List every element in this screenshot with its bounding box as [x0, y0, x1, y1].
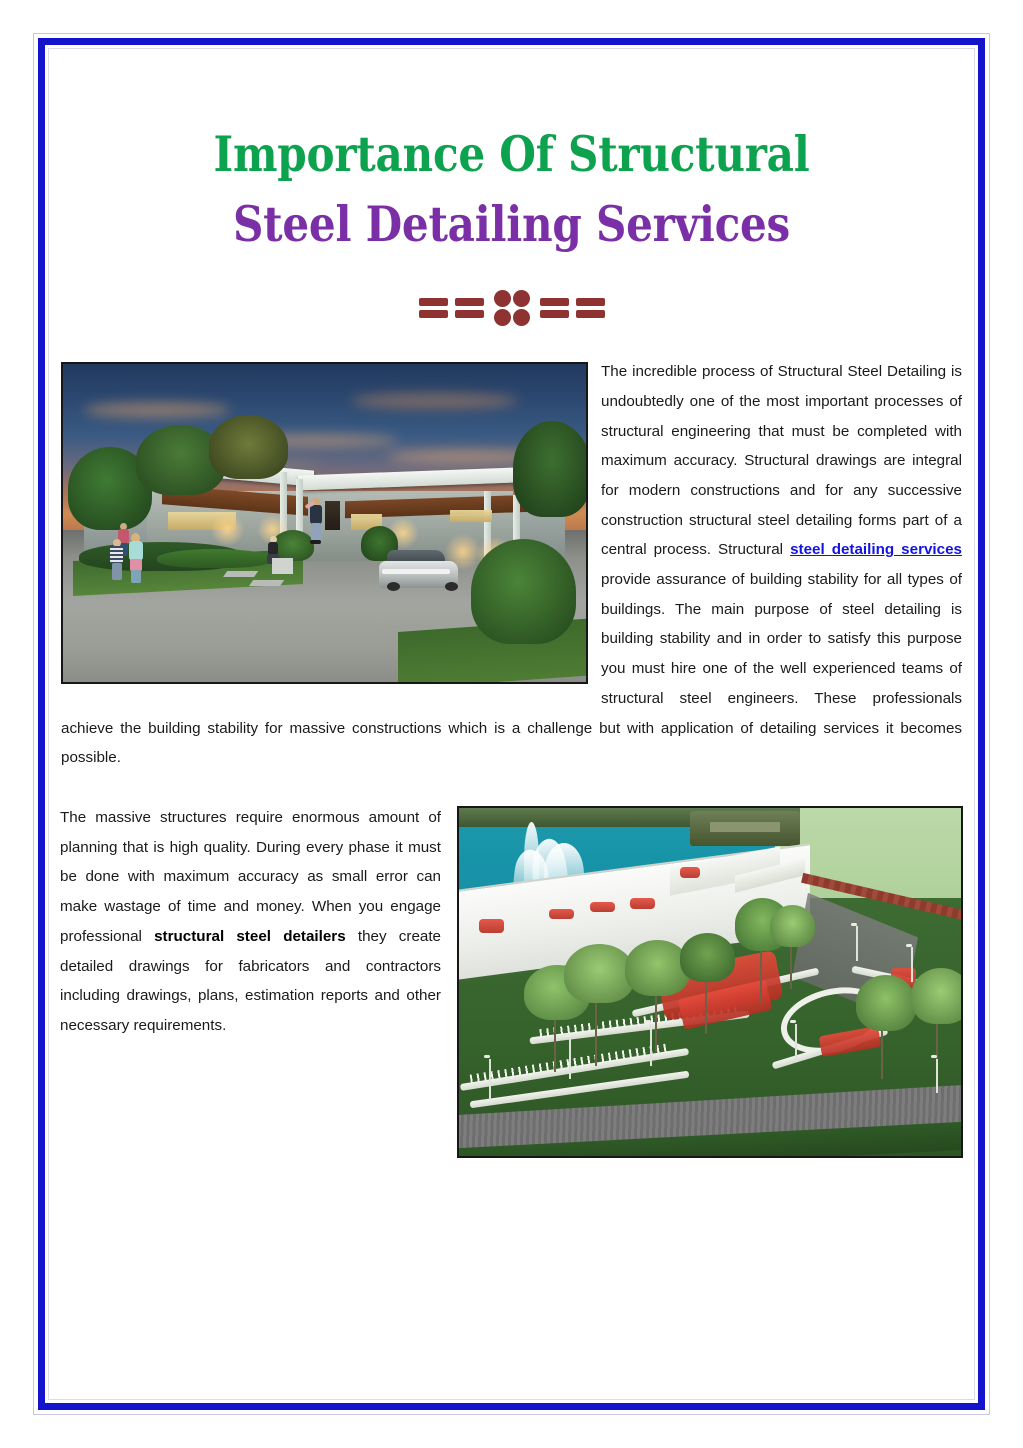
park-lamp-post	[911, 947, 913, 982]
document-content	[60, 60, 963, 1390]
park-tree	[770, 905, 815, 947]
paragraph-two	[60, 803, 963, 1158]
ornament-dot-group	[494, 290, 530, 326]
steel-detailing-services-link[interactable]: steel detailing services	[790, 541, 962, 559]
park-lamp-head	[484, 1055, 490, 1058]
ornament-bar	[419, 310, 448, 318]
park-far-structure	[710, 822, 780, 832]
ornament-dot	[494, 309, 511, 326]
park-lamp-post	[856, 926, 858, 961]
house-hedge	[157, 549, 272, 568]
title-line-primary: Importance Of Structural	[213, 125, 810, 183]
ornament-bar-group-1	[419, 298, 448, 318]
ornament-dot	[513, 309, 530, 326]
house-car-highlight	[382, 569, 450, 574]
park-lamp-head	[645, 1020, 651, 1023]
ornament-bar-group-2	[455, 298, 484, 318]
park-lamp-post	[569, 1038, 571, 1080]
house-cloud	[351, 393, 518, 409]
house-bench	[272, 558, 293, 574]
house-person-woman-teal	[128, 533, 144, 585]
image-waterfront-park-render	[457, 806, 963, 1158]
ornament-bar	[540, 310, 569, 318]
house-paver	[223, 571, 259, 577]
paragraph-two-text-a: The massive structures require enormous amount of planning that is high quality. During every phase it must be done with maximum accuracy as small error can make wastage of time and money. When you engage professional	[60, 809, 441, 945]
house-person-woman-striped	[110, 539, 123, 583]
ornament-dot	[494, 290, 511, 307]
ornament-bar	[455, 298, 484, 306]
park-flower-bed	[630, 898, 655, 908]
park-flower-bed	[680, 867, 700, 877]
house-door	[325, 501, 341, 530]
park-lamp-head	[906, 944, 912, 947]
paragraph-two-text-b: they create detailed drawings for fabricators and contractors including drawings, plans, estimation reports and other necessary requirements.	[60, 927, 442, 1034]
park-lamp-post	[489, 1059, 491, 1101]
park-lamp-post	[795, 1024, 797, 1062]
ornament-bar-group-3	[540, 298, 569, 318]
ornament-bar	[419, 298, 448, 306]
park-tree	[680, 933, 735, 982]
ornament-dot	[513, 290, 530, 307]
park-lamp-head	[851, 923, 857, 926]
park-flower-bed	[549, 909, 574, 919]
decorative-divider-icon	[60, 291, 963, 325]
title-line-secondary: Steel Detailing Services	[232, 194, 791, 253]
paragraph-one-text-b: provide assurance of building stability for all types of buildings. The main purpose of steel detailing is building stability and in order to satisfy this purpose you must hire one of the well experienced teams of structural steel engineers. These professionals achieve the building stability for massive constructions which is a challenge but with application of detailing services it becomes possible.	[61, 571, 962, 767]
park-lamp-post	[936, 1059, 938, 1094]
house-paver	[249, 580, 285, 586]
ornament-bar	[576, 298, 605, 306]
paragraph-one-text-a: The incredible process of Structural Steel Detailing is undoubtedly one of the most important processes of structural engineering that must be completed with maximum accuracy. Structural drawings are integral for modern constructions and for any successive construction structural steel detailing forms part of a central process. Structural	[601, 363, 962, 559]
park-lamp-head	[931, 1055, 937, 1058]
paragraph-one	[60, 357, 963, 773]
ornament-bar	[455, 310, 484, 318]
house-car-wheel	[445, 582, 458, 591]
park-lamp-post	[650, 1024, 652, 1066]
park-flower-bed	[479, 919, 504, 933]
page-title	[60, 60, 963, 259]
park-flower-bed	[590, 902, 615, 912]
image-house-carport-render	[61, 362, 588, 684]
house-window	[450, 510, 492, 521]
house-palm-tree	[471, 539, 576, 644]
house-person-man	[309, 498, 323, 546]
ornament-bar-group-4	[576, 298, 605, 318]
house-wall-light	[209, 514, 246, 546]
park-tree	[856, 975, 916, 1031]
ornament-bar	[540, 298, 569, 306]
house-tree	[513, 421, 588, 516]
structural-steel-detailers-emphasis: structural steel detailers	[154, 927, 346, 945]
ornament-bar	[576, 310, 605, 318]
park-tree	[911, 968, 963, 1024]
house-tree	[209, 415, 287, 479]
